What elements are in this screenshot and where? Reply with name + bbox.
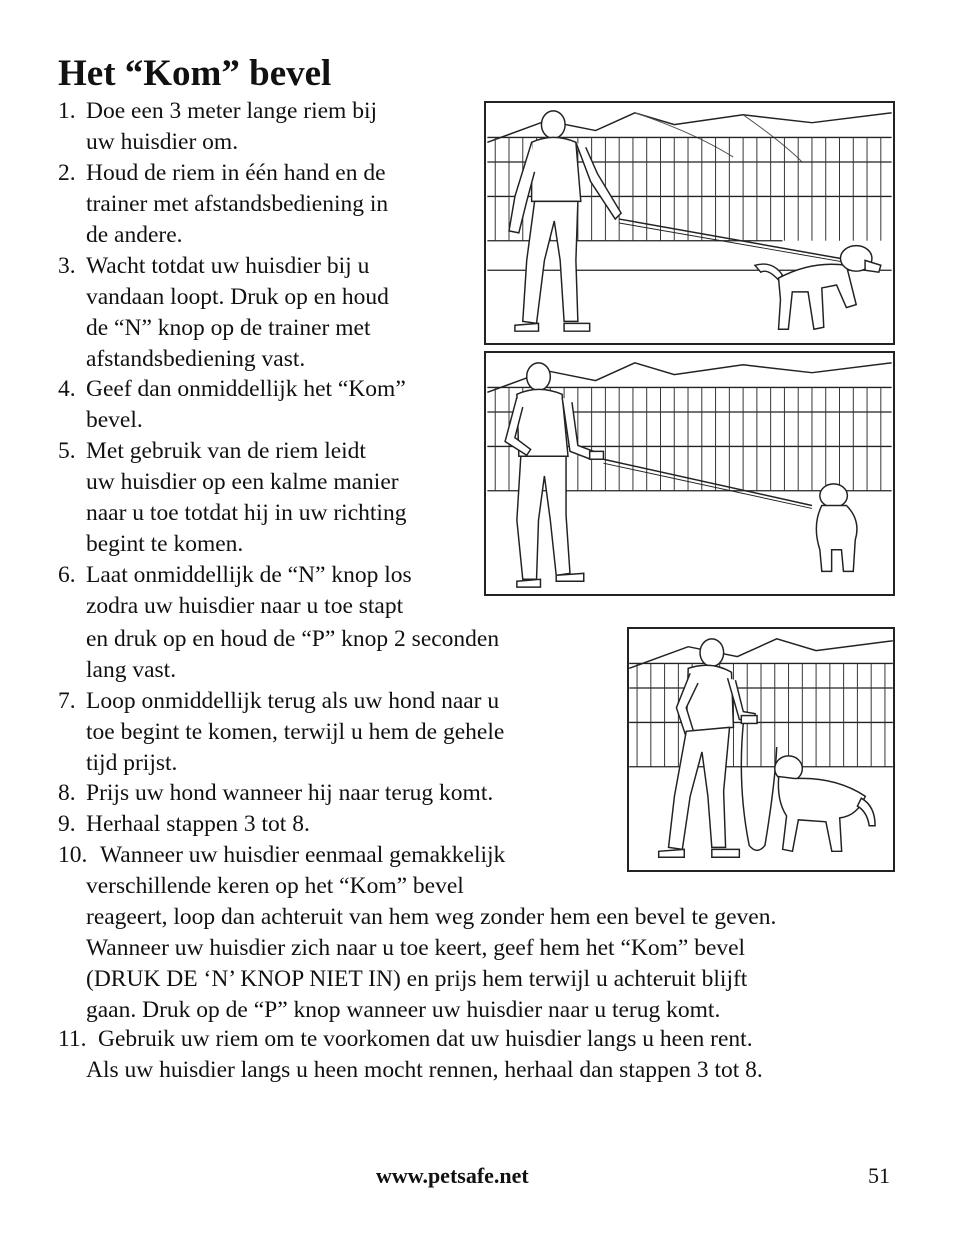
- step-line: uw huisdier op een kalme manier: [86, 469, 399, 495]
- step-line: de “N” knop op de trainer met: [86, 315, 371, 341]
- step-line: Laat onmiddellijk de “N” knop los: [86, 562, 412, 588]
- step-line: naar u toe totdat hij in uw richting: [86, 500, 407, 526]
- step-number: 10.: [58, 842, 88, 868]
- step-5: [58, 436, 406, 560]
- step-line: afstandsbediening vast.: [86, 346, 306, 372]
- step-line: reageert, loop dan achteruit van hem weg zonder hem een bevel te geven.: [86, 904, 777, 930]
- step-number: 3.: [58, 253, 76, 279]
- step-line: Loop onmiddellijk terug als uw hond naar u: [86, 688, 500, 714]
- step-line: Wanneer uw huisdier zich naar u toe keert, geef hem het “Kom” bevel: [86, 935, 746, 961]
- step-4: [58, 374, 406, 436]
- step-7: [58, 686, 504, 779]
- step-line: zodra uw huisdier naar u toe stapt: [86, 593, 404, 619]
- illustration-drawing: [486, 353, 893, 594]
- step-number: 9.: [58, 811, 76, 837]
- step-line: en druk op en houd de “P” knop 2 seconden: [86, 626, 500, 652]
- step-1: [58, 96, 377, 158]
- step-line: Gebruik uw riem om te voorkomen dat uw huisdier langs u heen rent.: [98, 1026, 753, 1052]
- step-3: [58, 251, 389, 375]
- step-11: [58, 1024, 763, 1086]
- footer-url: www.petsafe.net: [376, 1163, 529, 1188]
- step-line: bevel.: [86, 407, 143, 433]
- step-line: Wacht totdat uw huisdier bij u: [86, 253, 370, 279]
- step-line: Doe een 3 meter lange riem bij: [86, 98, 378, 124]
- step-line: verschillende keren op het “Kom” bevel: [86, 873, 464, 899]
- step-line: begint te komen.: [86, 531, 244, 557]
- illustration-drawing: [486, 103, 893, 343]
- step-2: [58, 158, 388, 251]
- illustration-man-remote-dog-turning: [484, 351, 895, 596]
- step-line: Met gebruik van de riem leidt: [86, 438, 366, 464]
- step-line: Herhaal stappen 3 tot 8.: [86, 811, 310, 837]
- step-line: Prijs uw hond wanneer hij naar terug komt.: [86, 780, 494, 806]
- step-line: vandaan loopt. Druk op en houd: [86, 284, 389, 310]
- illustration-drawing: [629, 629, 893, 870]
- step-number: 1.: [58, 98, 76, 124]
- step-number: 11.: [58, 1026, 87, 1052]
- step-line: toe begint te komen, terwijl u hem de gehele: [86, 719, 505, 745]
- illustration-man-praising-dog: [627, 627, 895, 872]
- step-line: Als uw huisdier langs u heen mocht rennen, herhaal dan stappen 3 tot 8.: [86, 1057, 763, 1083]
- step-9: [58, 809, 310, 840]
- step-number: 2.: [58, 160, 76, 186]
- step-line: lang vast.: [86, 657, 177, 683]
- step-line: tijd prijst.: [86, 750, 178, 776]
- page-number: 51: [868, 1163, 890, 1188]
- page-title: Het “Kom” bevel: [58, 53, 332, 94]
- step-line: trainer met afstandsbediening in: [86, 191, 389, 217]
- step-line: Wanneer uw huisdier eenmaal gemakkelijk: [100, 842, 506, 868]
- illustration-man-leash-dog-away: [484, 101, 895, 345]
- step-line: Houd de riem in één hand en de: [86, 160, 386, 186]
- step-line: uw huisdier om.: [86, 129, 239, 155]
- step-line: gaan. Druk op de “P” knop wanneer uw huisdier naar u terug komt.: [86, 997, 721, 1023]
- step-line: Geef dan onmiddellijk het “Kom”: [86, 376, 406, 402]
- step-number: 4.: [58, 376, 76, 402]
- step-8: [58, 778, 493, 809]
- step-number: 7.: [58, 688, 76, 714]
- step-number: 6.: [58, 562, 76, 588]
- step-line: (DRUK DE ‘N’ KNOP NIET IN) en prijs hem terwijl u achteruit blijft: [86, 966, 748, 992]
- step-6: [58, 560, 499, 686]
- step-line: de andere.: [86, 222, 183, 248]
- step-number: 5.: [58, 438, 76, 464]
- step-number: 8.: [58, 780, 76, 806]
